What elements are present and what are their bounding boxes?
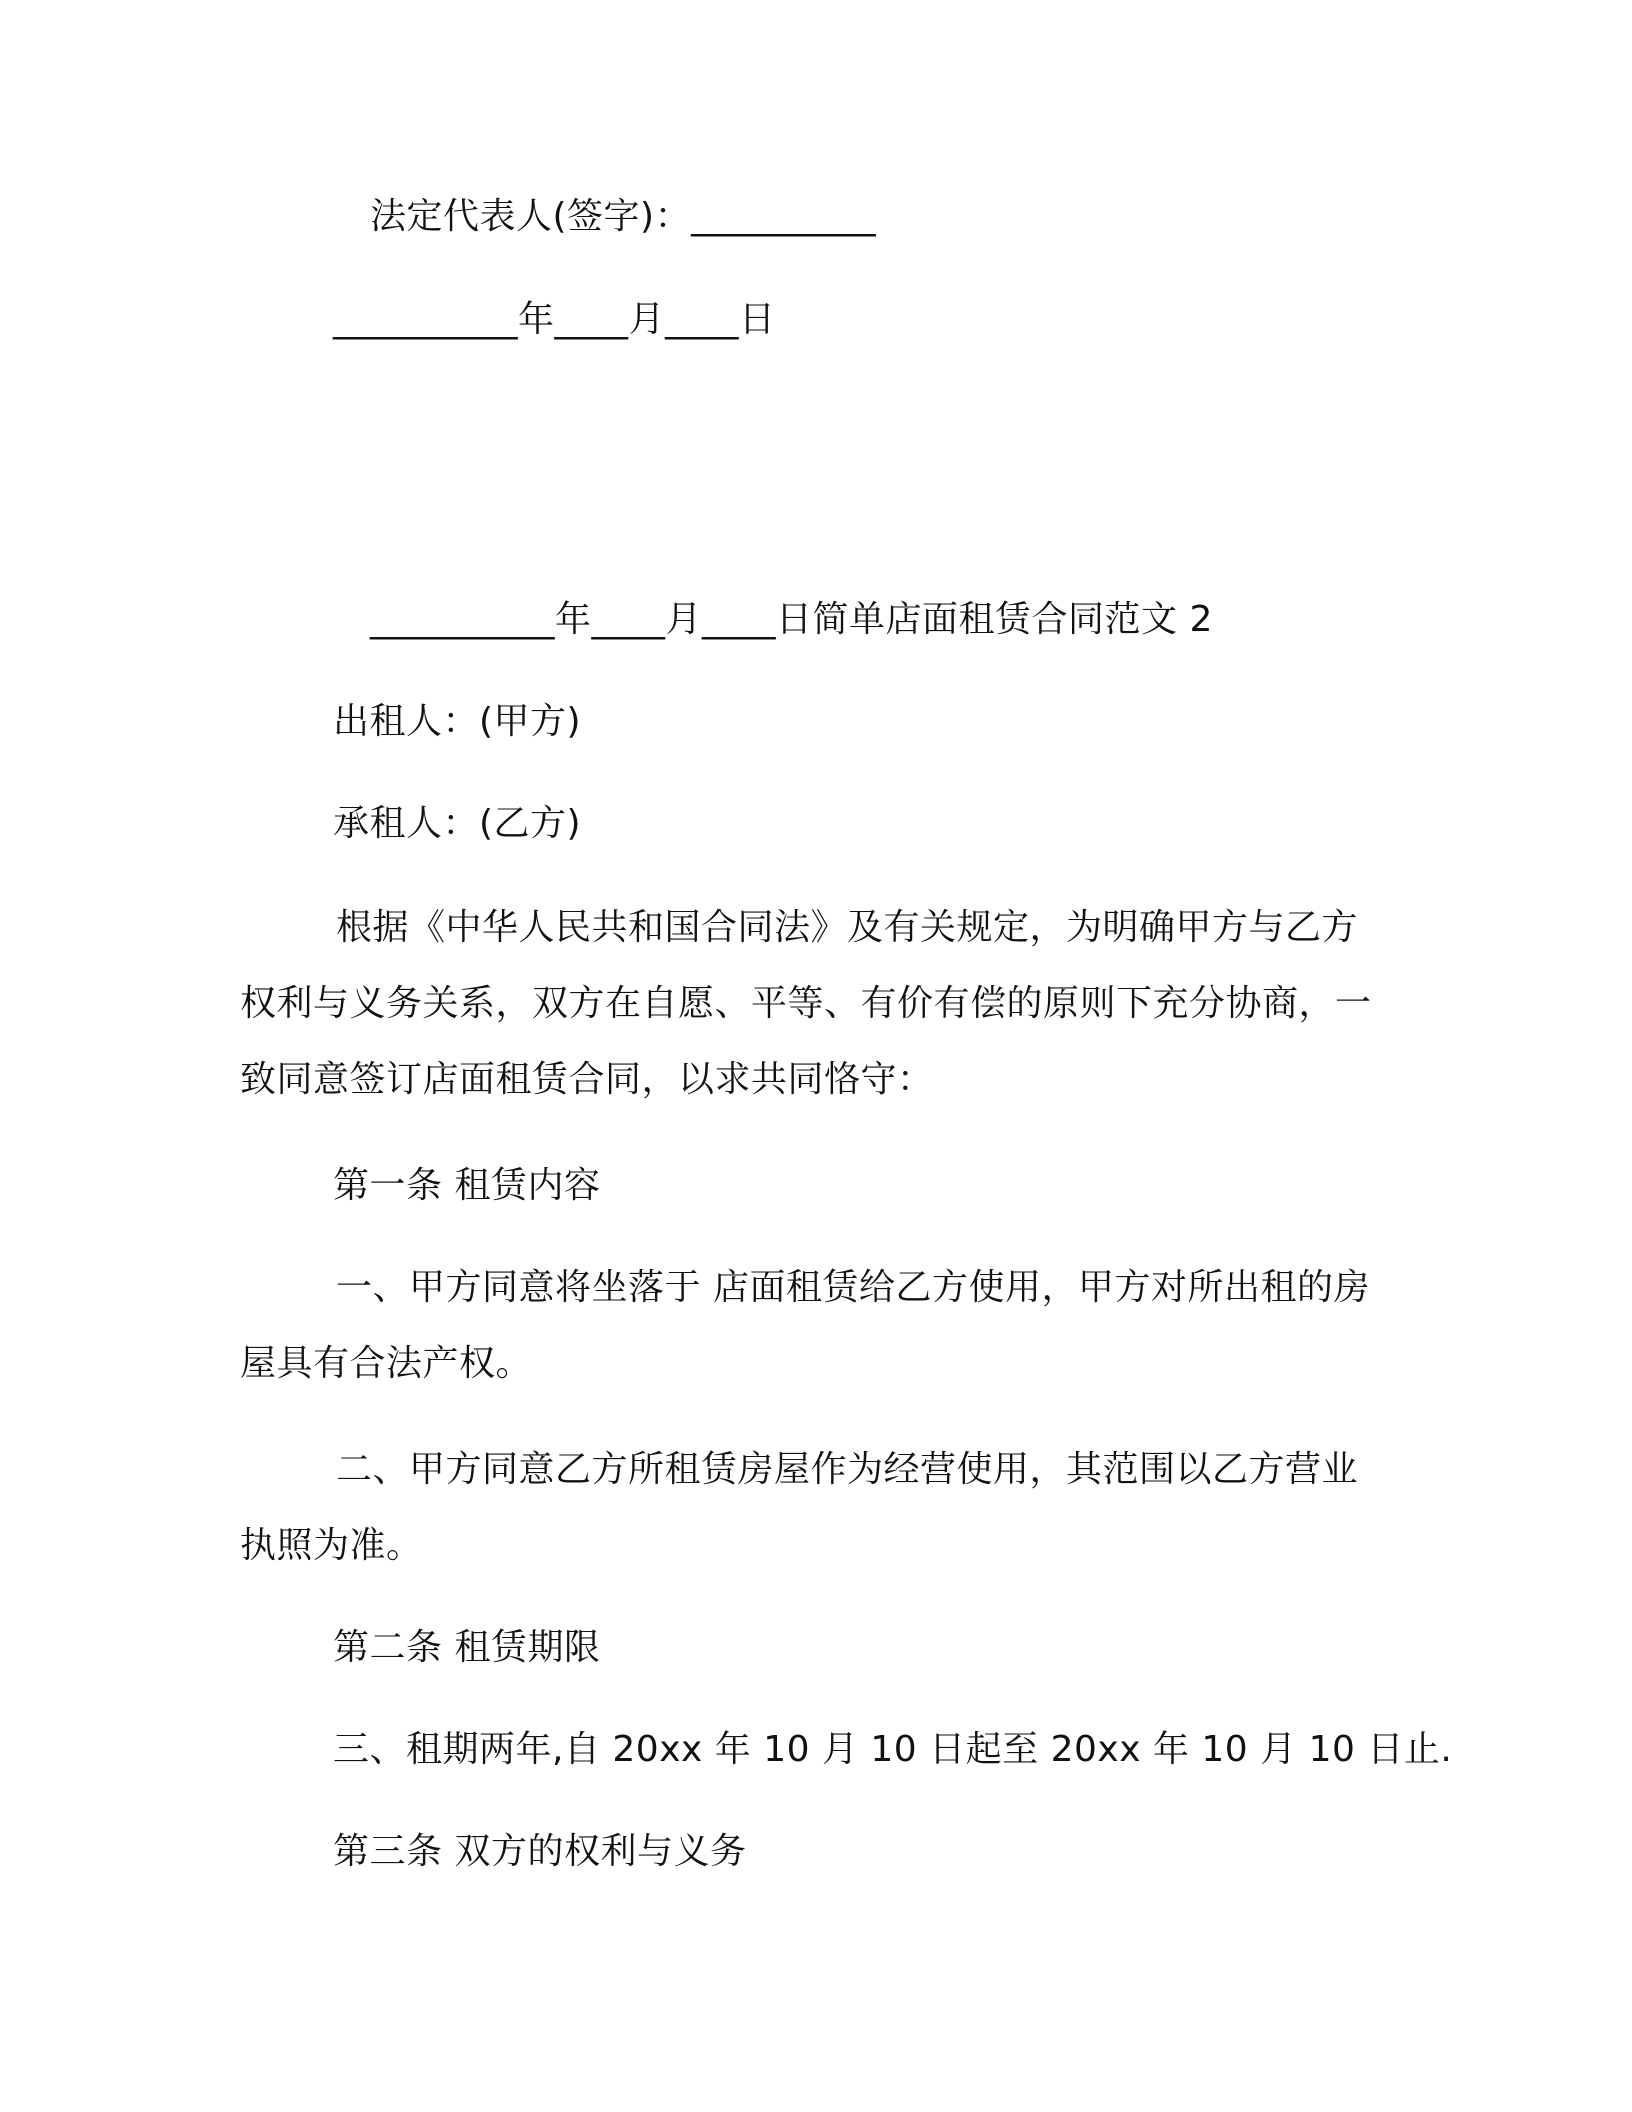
lessee-line: 承租人：(乙方) [333, 803, 582, 844]
contract-title: __________年____月____日简单店面租赁合同范文 2 [370, 599, 1213, 640]
signature-line: 法定代表人(签字)：__________ [370, 196, 877, 237]
clause-1-paragraph: 一、甲方同意将坐落于 店面租赁给乙方使用，甲方对所出租的房屋具有合法产权。 [240, 1267, 1370, 1384]
clause-2-paragraph: 二、甲方同意乙方所租赁房屋作为经营使用，其范围以乙方营业执照为准。 [240, 1449, 1359, 1566]
date-line: __________年____月____日 [333, 299, 776, 340]
article-3-heading: 第三条 双方的权利与义务 [333, 1831, 747, 1872]
clause-3-line: 三、租期两年,自 20xx 年 10 月 10 日起至 20xx 年 10 月 10 日止. [333, 1729, 1453, 1770]
article-1-heading: 第一条 租赁内容 [333, 1165, 601, 1206]
lessor-line: 出租人：(甲方) [333, 701, 582, 742]
preamble-paragraph: 根据《中华人民共和国合同法》及有关规定，为明确甲方与乙方权利与义务关系，双方在自愿、平等、有价有偿的原则下充分协商，一致同意签订店面租赁合同，以求共同恪守： [240, 907, 1372, 1100]
article-2-heading: 第二条 租赁期限 [333, 1627, 601, 1668]
